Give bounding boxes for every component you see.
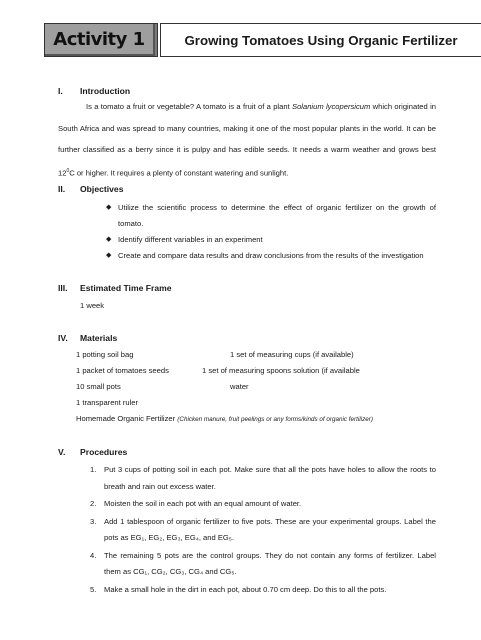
fertilizer-label: Homemade Organic Fertilizer xyxy=(76,414,176,423)
species-name: Solanium lycopersicum xyxy=(292,102,371,111)
section-title: Introduction xyxy=(80,86,131,96)
section-title: Procedures xyxy=(80,447,128,457)
section-number: III. xyxy=(58,283,68,293)
activity-badge xyxy=(44,23,158,57)
section-heading-time-frame xyxy=(58,283,172,293)
section-heading-objectives xyxy=(58,184,123,194)
section-heading-procedures xyxy=(58,447,127,457)
section-title: Objectives xyxy=(80,184,124,194)
section-heading-introduction xyxy=(58,86,130,96)
list-item: ◆ Identify different variables in an experiment xyxy=(106,232,436,248)
section-title: Materials xyxy=(80,333,118,343)
section-heading-materials xyxy=(58,333,117,343)
activity-label: Activity 1 xyxy=(45,24,155,56)
time-frame-value: 1 week xyxy=(80,301,105,310)
intro-text: Is a tomato a fruit or vegetable? A tomato is a fruit of a plant xyxy=(86,102,292,111)
section-number: I. xyxy=(58,86,63,96)
introduction-paragraph xyxy=(58,96,436,184)
material-fertilizer xyxy=(76,414,373,423)
material-item: water xyxy=(230,382,249,391)
section-title: Estimated Time Frame xyxy=(80,283,172,293)
material-item: 10 small pots xyxy=(76,382,121,391)
diamond-bullet-icon: ◆ xyxy=(106,252,112,259)
degree-sup: 0 xyxy=(66,167,70,174)
procedure-step: 5. Make a small hole in the dirt in each pot, about 0.70 cm deep. Do this to all the pots. xyxy=(90,584,387,594)
objectives-list xyxy=(106,200,436,264)
section-number: V. xyxy=(58,447,66,457)
fertilizer-note: (Chicken manure, fruit peelings or any forms/kinds of organic fertilizer) xyxy=(177,416,373,423)
section-number: IV. xyxy=(58,333,68,343)
material-item: 1 packet of tomatoes seeds xyxy=(76,366,169,375)
material-item: 1 potting soil bag xyxy=(76,350,134,359)
material-item: 1 transparent ruler xyxy=(76,398,139,407)
procedures-list xyxy=(90,462,436,599)
diamond-bullet-icon: ◆ xyxy=(106,236,112,243)
list-item: ◆ Create and compare data results and draw conclusions from the results of the investigation xyxy=(106,248,436,264)
section-number: II. xyxy=(58,184,66,194)
diamond-bullet-icon: ◆ xyxy=(106,204,112,211)
material-item: 1 set of measuring cups (if available) xyxy=(230,350,354,359)
list-item: ◆ Utilize the scientific process to determine the effect of organic fertilizer on the growth of tomato. xyxy=(106,200,436,232)
procedure-step: 3. Add 1 tablespoon of organic fertilizer to five pots. These are your experimental groups. Label the pots as EG₁, EG₂, EG₃, EG₄, and EG₅. xyxy=(90,516,436,542)
intro-text: C or higher. It requires a plenty of constant watering and sunlight. xyxy=(69,168,289,178)
procedure-step: 4. The remaining 5 pots are the control groups. They do not contain any forms of fertilizer. Label them as CG₁, CG₂, CG₃, CG₄ and CG₅. xyxy=(90,550,436,576)
procedure-step: 1. Put 3 cups of potting soil in each pot. Make sure that all the pots have holes to allow the roots to breath and rain out excess water. xyxy=(90,465,436,491)
page-title: Growing Tomatoes Using Organic Fertilizer xyxy=(160,23,481,57)
procedure-step: 2. Moisten the soil in each pot with an equal amount of water. xyxy=(90,499,302,508)
material-item: 1 set of measuring spoons solution (if available xyxy=(202,366,360,375)
intro-text: which originated in South Africa and was spread to many countries, making it one of the most popular plants in the world. It can be further classified as a berry since it is pulpy and has edible seeds. It needs a warm weather and grows best 12 xyxy=(58,102,436,178)
